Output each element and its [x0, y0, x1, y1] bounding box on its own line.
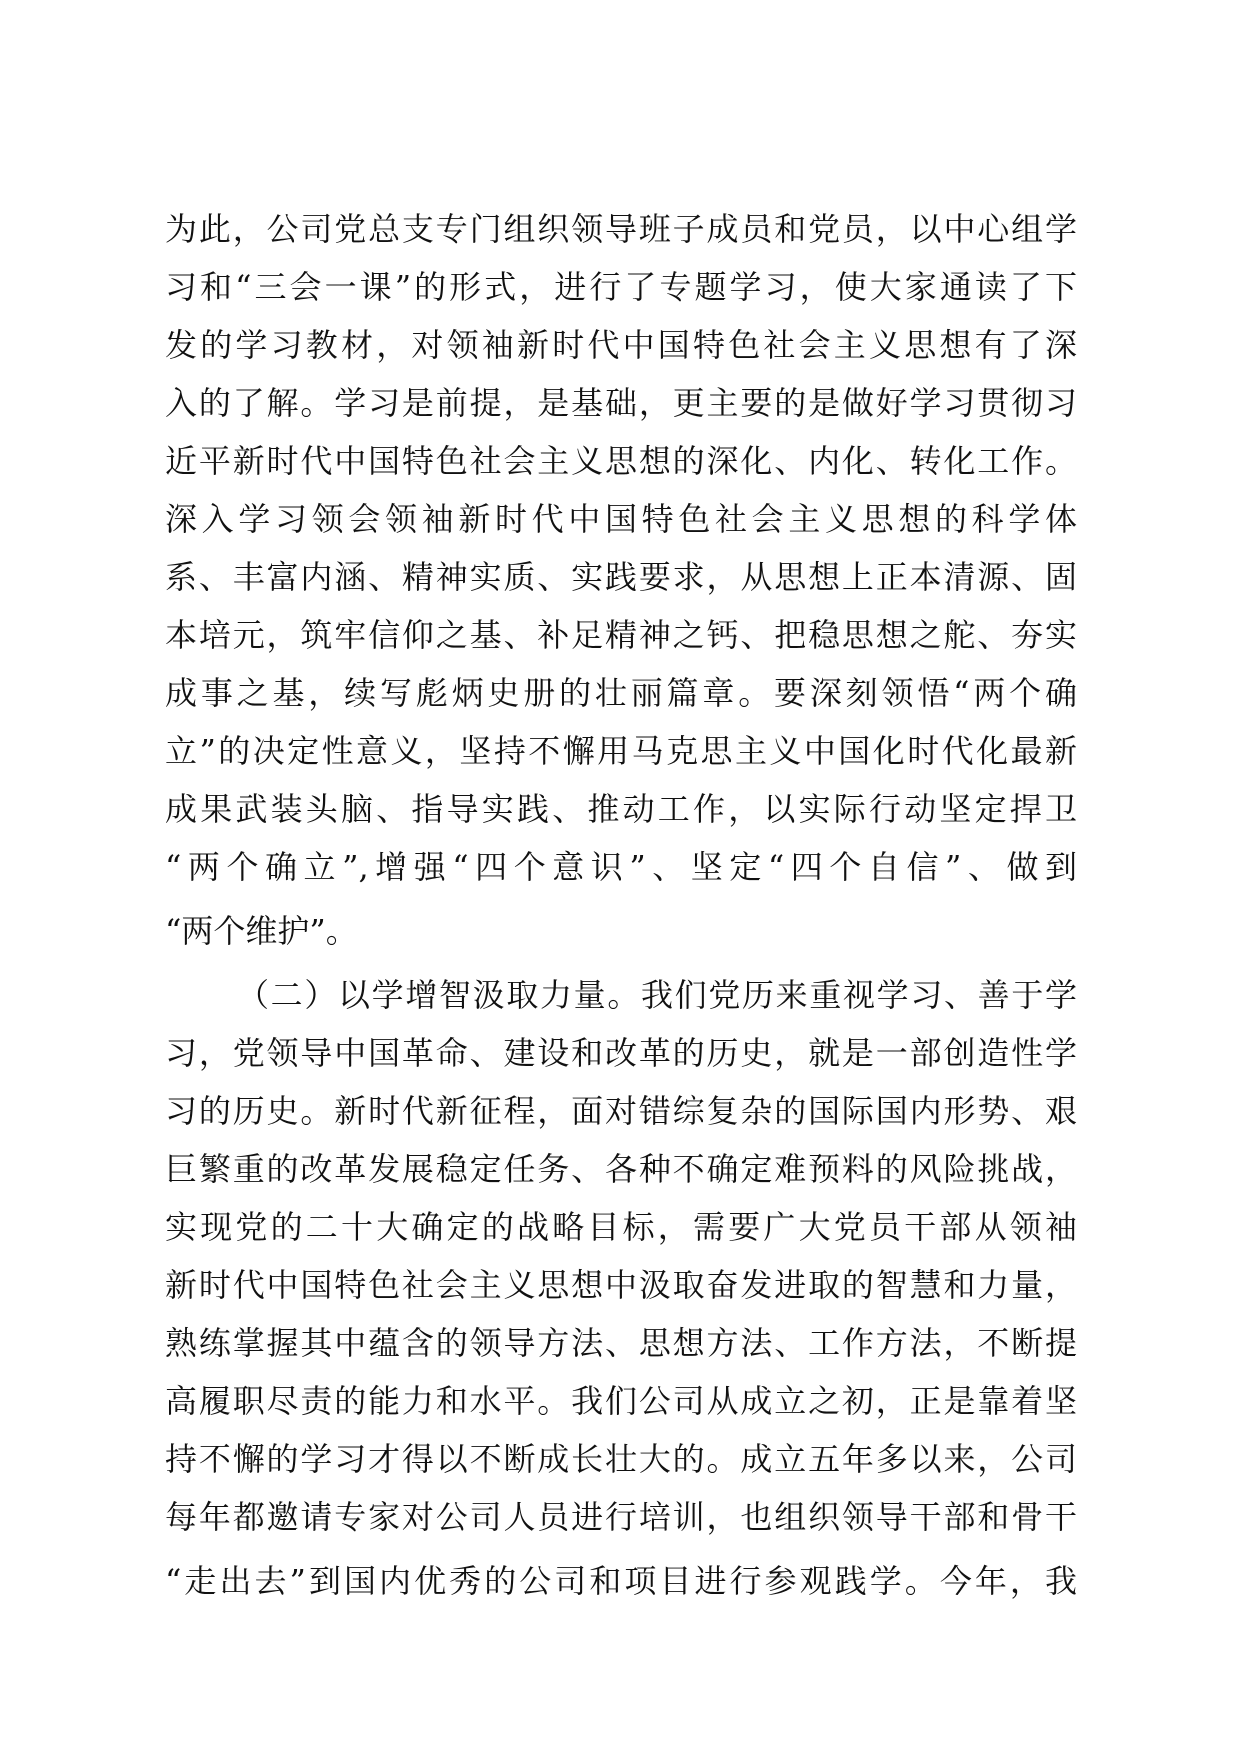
text-line: 入的了解。学习是前提，是基础，更主要的是做好学习贯彻习: [165, 384, 1077, 422]
text-line: “两个确立”,增强“四个意识”、坚定“四个自信”、做到: [165, 848, 1077, 886]
text-line: 发的学习教材，对领袖新时代中国特色社会主义思想有了深: [165, 326, 1077, 364]
text-line: 深入学习领会领袖新时代中国特色社会主义思想的科学体: [165, 500, 1077, 538]
text-line: 系、丰富内涵、精神实质、实践要求，从思想上正本清源、固: [165, 558, 1077, 596]
text-line: 为此，公司党总支专门组织领导班子成员和党员，以中心组学: [165, 210, 1077, 248]
text-line: 本培元，筑牢信仰之基、补足精神之钙、把稳思想之舵、夯实: [165, 616, 1077, 654]
text-line: 习的历史。新时代新征程，面对错综复杂的国际国内形势、艰: [165, 1092, 1077, 1130]
text-line: “走出去”到国内优秀的公司和项目进行参观践学。今年，我: [165, 1562, 1077, 1600]
text-line: “两个维护”。: [165, 912, 358, 950]
paragraph-2: [165, 966, 1077, 1610]
text-line: 每年都邀请专家对公司人员进行培训，也组织领导干部和骨干: [165, 1498, 1077, 1536]
text-line: 近平新时代中国特色社会主义思想的深化、内化、转化工作。: [165, 442, 1077, 480]
text-line: 立”的决定性意义，坚持不懈用马克思主义中国化时代化最新: [165, 732, 1077, 770]
text-line: 习和“三会一课”的形式，进行了专题学习，使大家通读了下: [165, 268, 1077, 306]
text-line: 高履职尽责的能力和水平。我们公司从成立之初，正是靠着坚: [165, 1382, 1077, 1420]
paragraph-1: [165, 200, 1077, 960]
text-line: 成果武装头脑、指导实践、推动工作，以实际行动坚定捍卫: [165, 790, 1077, 828]
text-line: 巨繁重的改革发展稳定任务、各种不确定难预料的风险挑战，: [165, 1150, 1077, 1188]
text-line: 持不懈的学习才得以不断成长壮大的。成立五年多以来，公司: [165, 1440, 1077, 1478]
text-line: 熟练掌握其中蕴含的领导方法、思想方法、工作方法，不断提: [165, 1324, 1077, 1362]
paragraph-heading-line: （二）以学增智汲取力量。我们党历来重视学习、善于学: [237, 976, 1077, 1014]
text-line: 实现党的二十大确定的战略目标，需要广大党员干部从领袖: [165, 1208, 1077, 1246]
text-line: 新时代中国特色社会主义思想中汲取奋发进取的智慧和力量，: [165, 1266, 1077, 1304]
body-text: [165, 200, 1077, 1610]
text-line: 习，党领导中国革命、建设和改革的历史，就是一部创造性学: [165, 1034, 1077, 1072]
text-line: 成事之基，续写彪炳史册的壮丽篇章。要深刻领悟“两个确: [165, 674, 1077, 712]
